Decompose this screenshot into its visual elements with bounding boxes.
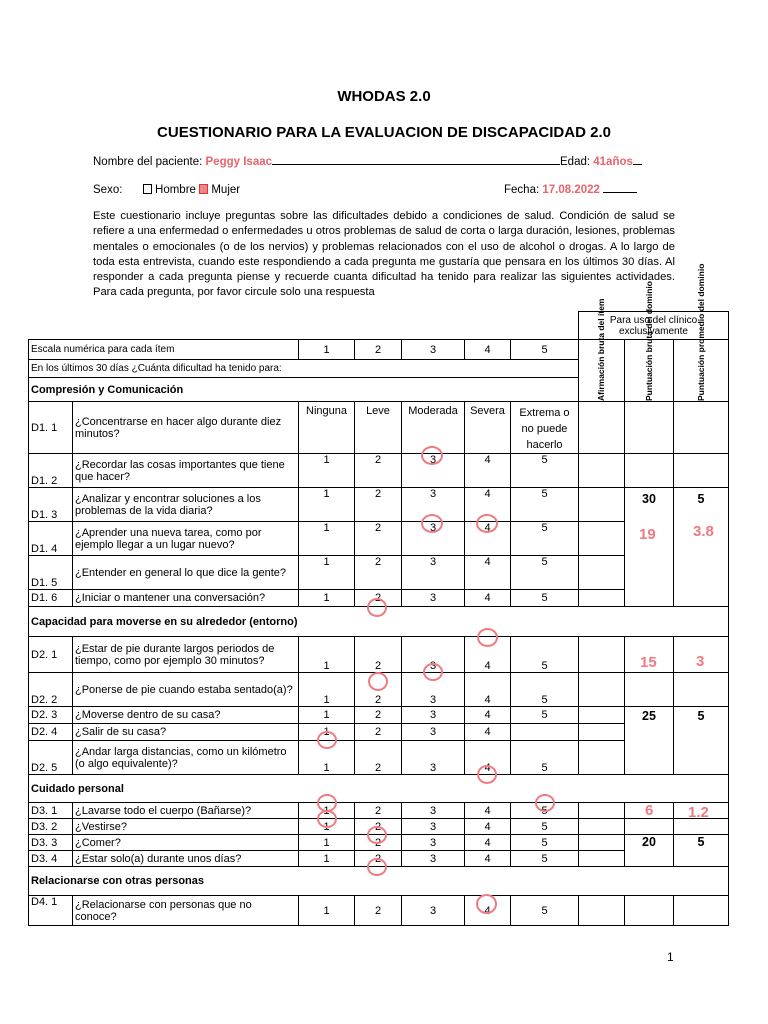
score-cell: 1	[299, 522, 355, 556]
item-text: ¿Estar solo(a) durante unos días?	[73, 851, 299, 867]
section-d2: Capacidad para moverse en su alrededor (entorno)	[29, 607, 729, 637]
score-cell: 3	[402, 556, 465, 590]
score-cell: 3	[402, 454, 465, 488]
score-cell: 2	[355, 741, 402, 775]
score-cell: 4	[465, 851, 511, 867]
item-code: D3. 3	[29, 835, 73, 851]
male-checkbox	[143, 184, 152, 194]
score-cell: 5	[511, 835, 579, 851]
item-code: D3. 4	[29, 851, 73, 867]
score-cell: 4	[465, 590, 511, 607]
score-cell: 1	[299, 741, 355, 775]
d3-domain-avg: 5	[674, 835, 729, 867]
sex-label: Sexo:	[93, 184, 123, 196]
score-cell: 1	[299, 803, 355, 819]
section-d1: Compresión y Comunicación	[29, 378, 579, 402]
date-label: Fecha:	[504, 184, 540, 196]
score-cell: 1	[299, 724, 355, 741]
score-cell: 3	[402, 896, 465, 926]
item-code: D1. 2	[29, 454, 73, 488]
scale-1: 1	[299, 340, 355, 360]
item-code: D2. 2	[29, 673, 73, 707]
score-cell: 3	[402, 835, 465, 851]
score-cell: 4	[465, 896, 511, 926]
score-cell: 5	[511, 819, 579, 835]
answer-circle	[367, 826, 387, 844]
item-text: ¿Andar larga distancias, como un kilómetro (o algo equivalente)?	[73, 741, 299, 775]
document-title: WHODAS 2.0	[337, 88, 431, 105]
patient-name-line	[93, 156, 642, 168]
answer-circle	[317, 731, 337, 749]
d3-domain-raw: 20	[625, 835, 674, 867]
item-text: ¿Salir de su casa?	[73, 724, 299, 741]
score-cell: 5	[511, 896, 579, 926]
score-cell: 1	[299, 835, 355, 851]
score-cell	[511, 724, 579, 741]
item-code: D1. 3	[29, 488, 73, 522]
score-cell: 4	[465, 522, 511, 556]
score-cell: 4	[465, 556, 511, 590]
score-cell: 3	[402, 707, 465, 724]
score-cell: 3	[402, 673, 465, 707]
item-code: D2. 1	[29, 637, 73, 673]
scale-4: 4	[465, 340, 511, 360]
score-cell: 3	[402, 819, 465, 835]
score-cell: 4	[465, 741, 511, 775]
age-label: Edad:	[560, 156, 591, 168]
score-cell: 5	[511, 851, 579, 867]
score-cell: 1	[299, 896, 355, 926]
d1-avg-handwritten: 3.8	[693, 523, 714, 540]
score-cell: 3	[402, 637, 465, 673]
d3-raw-handwritten: 6	[645, 802, 654, 819]
name-underline	[272, 164, 560, 165]
score-cell: 2	[355, 488, 402, 522]
score-cell: 5	[511, 741, 579, 775]
clinic-header: Para uso del clínico exclusivamente	[579, 312, 729, 340]
score-cell: 1	[299, 556, 355, 590]
level-extreme: Extrema o no puede hacerlo	[511, 402, 579, 454]
item-text: ¿Moverse dentro de su casa?	[73, 707, 299, 724]
scale-5: 5	[511, 340, 579, 360]
intro-paragraph: Este cuestionario incluye preguntas sobre las dificultades debido a condiciones de salud. Condición de salud se refiere a una enfermedad o enfermedades u otros problemas de salud de corta o larga duración, lesiones, problemas mentales o emocionales (o de los nervios) y problemas relacionados con el uso de alcohol o drogas. A lo largo de toda esta entrevista, cuando este respondiendo a cada pregunta me gustaría que pensara en los últimos 30 días. Al responder a cada pregunta piense y recuerde cuanta dificultad ha tenido para realizar las siguientes actividades. Para cada pregunta, por favor circule solo una respuesta	[93, 210, 675, 299]
score-cell: 4	[465, 819, 511, 835]
answer-circle	[368, 672, 388, 691]
score-cell: 5	[511, 488, 579, 522]
score-cell: 4	[465, 707, 511, 724]
patient-name-value: Peggy Isaac	[205, 156, 272, 168]
date-underline	[603, 192, 637, 193]
score-cell: 1	[299, 590, 355, 607]
d1-raw-handwritten: 19	[639, 526, 656, 543]
score-cell: 1	[299, 707, 355, 724]
score-cell: 2	[355, 803, 402, 819]
date-value: 17.08.2022	[542, 184, 600, 196]
answer-circle	[423, 663, 443, 681]
scale-2: 2	[355, 340, 402, 360]
score-cell: 2	[355, 707, 402, 724]
item-text: ¿Recordar las cosas importantes que tiene que hacer?	[73, 454, 299, 488]
score-cell: 4	[465, 673, 511, 707]
item-code: D3. 1	[29, 803, 73, 819]
level-mild: Leve	[355, 402, 402, 454]
date-line	[504, 184, 637, 196]
item-text: ¿Analizar y encontrar soluciones a los problemas de la vida diaria?	[73, 488, 299, 522]
level-none: Ninguna	[299, 402, 355, 454]
score-cell: 1	[299, 488, 355, 522]
item-code: D2. 4	[29, 724, 73, 741]
score-cell: 5	[511, 590, 579, 607]
score-cell: 1	[299, 673, 355, 707]
page-number: 1	[667, 950, 674, 964]
item-code: D4. 1	[29, 896, 73, 926]
scale-label: Escala numérica para cada ítem	[29, 340, 299, 360]
d2-raw-handwritten: 15	[640, 654, 657, 671]
score-cell: 2	[355, 522, 402, 556]
answer-circle	[421, 514, 443, 533]
male-label: Hombre	[155, 184, 196, 196]
item-code: D2. 3	[29, 707, 73, 724]
item-text: ¿Relacionarse con personas que no conoce?	[73, 896, 299, 926]
d3-avg-handwritten: 1.2	[688, 804, 709, 821]
sex-line	[93, 184, 240, 196]
clinic-col-item-raw: Afirmación bruta del ítem	[596, 298, 606, 401]
level-moderate: Moderada	[402, 402, 465, 454]
age-underline	[633, 164, 642, 165]
answer-circle	[477, 628, 498, 647]
answer-circle	[367, 598, 387, 617]
score-cell: 2	[355, 590, 402, 607]
answer-circle	[476, 894, 497, 914]
clinic-col-domain-avg: Puntuación promedio del dominio	[695, 263, 706, 401]
female-label: Mujer	[211, 184, 241, 196]
item-code: D1. 4	[29, 522, 73, 556]
score-cell: 2	[355, 835, 402, 851]
answer-circle	[477, 765, 497, 784]
patient-name-label: Nombre del paciente:	[93, 156, 203, 168]
d2-domain-raw: 25	[625, 707, 674, 775]
score-cell: 4	[465, 803, 511, 819]
score-cell: 3	[402, 522, 465, 556]
answer-circle	[476, 514, 498, 533]
d1-domain-raw: 30	[625, 488, 674, 607]
item-text: ¿Vestirse?	[73, 819, 299, 835]
score-cell: 4	[465, 835, 511, 851]
answer-circle	[367, 858, 387, 876]
score-cell: 5	[511, 673, 579, 707]
score-cell: 2	[355, 819, 402, 835]
d2-avg-handwritten: 3	[696, 653, 705, 670]
item-code: D1. 6	[29, 590, 73, 607]
score-cell: 5	[511, 803, 579, 819]
item-text: ¿Comer?	[73, 835, 299, 851]
answer-circle	[421, 446, 443, 465]
item-text: ¿Lavarse todo el cuerpo (Bañarse)?	[73, 803, 299, 819]
d2-domain-avg: 5	[674, 707, 729, 775]
score-cell: 1	[299, 454, 355, 488]
score-cell: 3	[402, 590, 465, 607]
age-value: 41años	[593, 156, 633, 168]
score-cell: 4	[465, 637, 511, 673]
score-cell: 3	[402, 724, 465, 741]
score-cell: 3	[402, 851, 465, 867]
score-cell: 2	[355, 454, 402, 488]
item-text: ¿Ponerse de pie cuando estaba sentado(a)?	[73, 673, 299, 707]
score-cell: 5	[511, 556, 579, 590]
score-cell: 3	[402, 741, 465, 775]
score-cell: 2	[355, 851, 402, 867]
score-cell: 2	[355, 724, 402, 741]
score-cell: 5	[511, 454, 579, 488]
section-d4: Relacionarse con otras personas	[29, 867, 729, 896]
period-label: En los últimos 30 días ¿Cuánta dificultad ha tenido para:	[29, 360, 579, 378]
score-cell: 3	[402, 803, 465, 819]
score-cell: 2	[355, 896, 402, 926]
item-code: D2. 5	[29, 741, 73, 775]
score-cell: 1	[299, 851, 355, 867]
item-text: ¿Estar de pie durante largos periodos de tiempo, como por ejemplo 30 minutos?	[73, 637, 299, 673]
item-text: ¿Concentrarse en hacer algo durante diez minutos?	[73, 402, 299, 454]
score-cell: 4	[465, 454, 511, 488]
score-cell: 2	[355, 637, 402, 673]
score-cell: 5	[511, 707, 579, 724]
d1-domain-avg: 5	[674, 488, 729, 607]
item-text: ¿Iniciar o mantener una conversación?	[73, 590, 299, 607]
section-d3: Cuidado personal	[29, 775, 729, 803]
score-cell: 4	[465, 488, 511, 522]
item-code: D3. 2	[29, 819, 73, 835]
score-cell: 2	[355, 556, 402, 590]
female-checkbox	[199, 184, 208, 194]
item-text: ¿Entender en general lo que dice la gente?	[73, 556, 299, 590]
item-code: D1. 5	[29, 556, 73, 590]
answer-circle	[317, 810, 337, 828]
document-subtitle: CUESTIONARIO PARA LA EVALUACION DE DISCAPACIDAD 2.0	[157, 124, 611, 141]
score-cell: 5	[511, 522, 579, 556]
clinic-col-domain-raw: Puntuación bruta del dominio	[643, 280, 654, 401]
score-cell: 5	[511, 637, 579, 673]
score-cell: 4	[465, 724, 511, 741]
score-cell: 2	[355, 673, 402, 707]
answer-circle	[535, 794, 555, 812]
score-cell: 1	[299, 819, 355, 835]
item-code: D1. 1	[29, 402, 73, 454]
item-text: ¿Aprender una nueva tarea, como por ejemplo llegar a un lugar nuevo?	[73, 522, 299, 556]
score-cell: 1	[299, 637, 355, 673]
scale-3: 3	[402, 340, 465, 360]
level-severe: Severa	[465, 402, 511, 454]
score-cell: 3	[402, 488, 465, 522]
